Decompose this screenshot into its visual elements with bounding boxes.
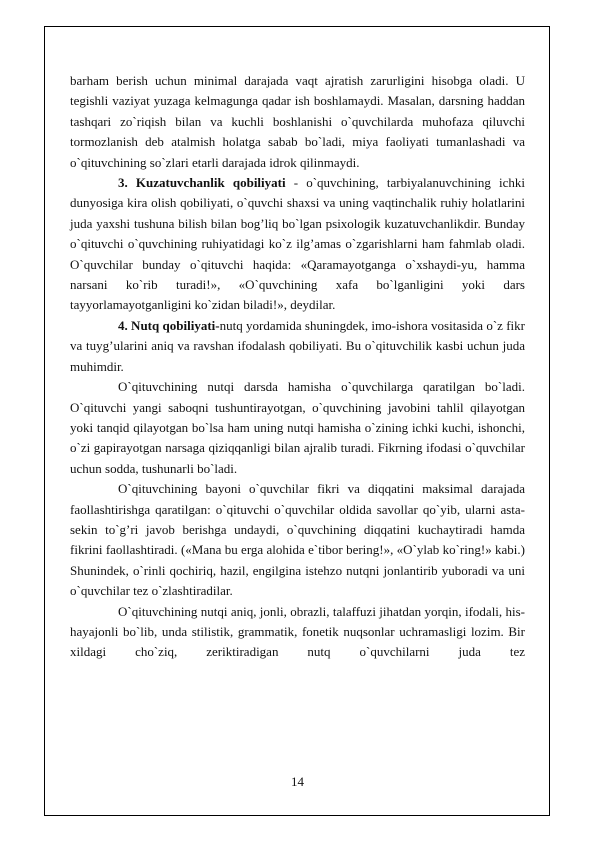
paragraph-nutq	[70, 316, 525, 377]
paragraph-nutq-sifati: O`qituvchining nutqi aniq, jonli, obrazli, talaffuzi jihatdan yorqin, ifodali, his-hayajonli bo`lib, unda stilistik, grammatik, fonetik nuqsonlar uchramasligi lozim. Bir xildagi cho`ziq, zeriktiradigan nutq o`quvchilarni juda tez	[70, 603, 525, 660]
page-number: 14	[291, 774, 304, 789]
paragraph-kuzatuvchanlik-text: - o`quvchining, tarbiyalanuvchining ichki dunyosiga kira olish qobiliyati, o`quvchi shaxsi va uning vaqtinchalik ruhiy holatlarini juda yaxshi tushuna bilish bilan bog’liq bo`lgan psixologik kuzatuvchanlikdir. Bunday o`qituvchi o`quvchining ruhiyatidagi ko`z ilg’amas o`zgarishlarni ham fahmlab oladi. O`quvchilar bunday o`qituvchi haqida: «Qaramayotganga o`xshaydi-yu, hamma narsani ko`rib turadi!», «O`quvchining xafa bo`lganligini yoki dars tayyorlamayotganligini ko`zidan biladi!», deydilar.	[70, 175, 525, 313]
paragraph-nutq-darsda: O`qituvchining nutqi darsda hamisha o`quvchilarga qaratilgan bo`ladi. O`qituvchi yangi saboqni tushuntirayotgan, o`quvchining javobini tahlil qilayotgan yoki tanqid qilayotgan bo`lsa ham uning nutqi hamisha o`zining ichki kuchi, ishonchi, o`zi gapirayotgan narsaga qiziqqanligi bilan ajralib turadi. Fikrning ifodasi o`quvchilar uchun sodda, tushunarli bo`ladi.	[70, 379, 525, 476]
section-heading-nutq: 4. Nutq qobiliyati-	[118, 317, 220, 333]
paragraph-nutq-text: nutq yordamida shuningdek, imo-ishora vositasida o`z fikr va tuyg’ularini aniq va ravshan ifodalash qobiliyati. Bu o`qituvchilik kasbi uchun juda muhimdir.	[70, 317, 525, 374]
paragraph-continuation: barham berish uchun minimal darajada vaqt ajratish zarurligini hisobga oladi. U tegishli vaziyat yuzaga kelmagunga qadar ish boshlamaydi. Masalan, darsning haddan tashqari zo`riqish bilan va kuchli boshlanishi o`quvchilarda muhofaza qiluvchi tormozlanish deb atalmish holatga sabab bo`ladi, miya faoliyati tumanlashadi va o`qituvchining so`zlari etarli darajada idrok qilinmaydi.	[70, 73, 525, 170]
body-text	[70, 71, 525, 663]
section-heading-kuzatuvchanlik: 3. Kuzatuvchanlik qobiliyati	[118, 175, 286, 191]
paragraph-bayon: O`qituvchining bayoni o`quvchilar fikri va diqqatini maksimal darajada faollashtirishga qaratilgan: o`qituvchi o`quvchilar oldida savollar qo`yib, ularni asta-sekin to`g’ri javob berishga undaydi, o`quvchining diqqatini kuchaytiradi hamda fikrini faollashtiradi. («Mana bu erga alohida e`tibor bering!», «O`ylab ko`ring!» kabi.) Shunindek, o`rinli qochiriq, hazil, engilgina istehzo nutqni jonlantirib yuboradi va uni o`quvchilar tez o`zlashtiradilar.	[70, 481, 525, 599]
paragraph-kuzatuvchanlik	[70, 173, 525, 316]
